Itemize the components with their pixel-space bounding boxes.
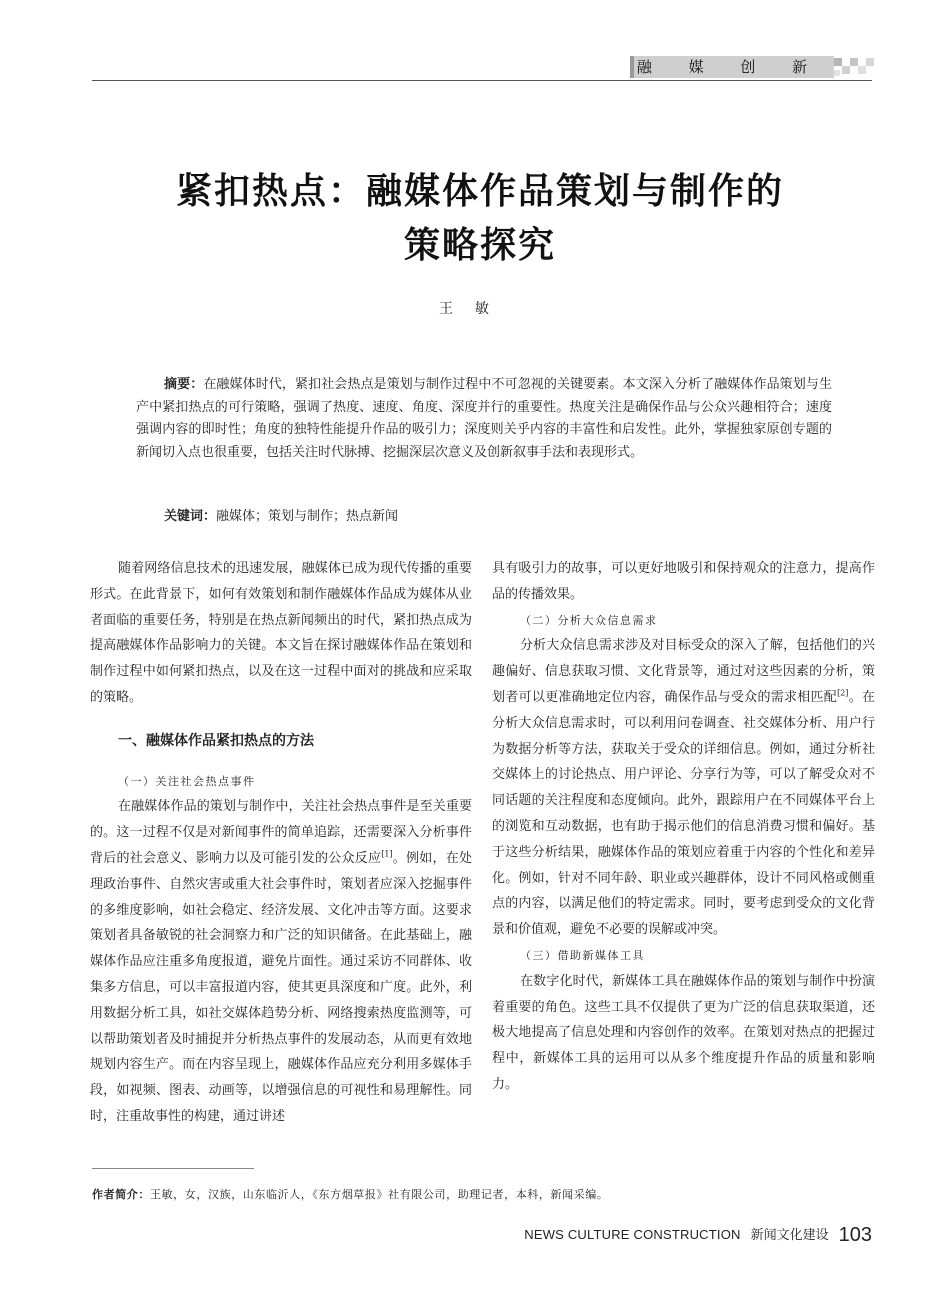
continued-paragraph: 具有吸引力的故事，可以更好地吸引和保持观众的注意力，提高作品的传播效果。 — [492, 561, 875, 602]
abstract-label: 摘要： — [164, 377, 204, 392]
paragraph-3: 在数字化时代，新媒体工具在融媒体作品的策划与制作中扮演着重要的角色。这些工具不仅提供了更为广泛的信息获取渠道，还极大地提高了信息处理和内容创作的效率。在策划对热点的把握过程中，新媒体工具的运用可以从多个维度提升作品的质量和影响力。 — [492, 973, 875, 1092]
subheading-1: （一）关注社会热点事件 — [118, 774, 256, 788]
title-line-2: 策略探究 — [403, 225, 556, 266]
keywords-text: 融媒体；策划与制作；热点新闻 — [216, 509, 399, 524]
decorative-square — [866, 58, 874, 66]
article-title — [80, 165, 880, 273]
decorative-square — [842, 66, 850, 74]
left-column — [90, 556, 472, 1130]
decorative-square — [834, 70, 840, 76]
paragraph-2-a: 分析大众信息需求涉及对目标受众的深入了解，包括他们的兴趣偏好、信息获取习惯、文化背景等，通过对这些因素的分析，策划者可以更准确地定位内容，确保作品与受众的需求相匹配 — [492, 638, 875, 705]
page-number: 103 — [838, 1224, 872, 1246]
keywords — [164, 506, 398, 528]
author-name: 王敏 — [439, 301, 511, 317]
decorative-square — [858, 66, 866, 74]
section-label: 融 媒 创 新 — [636, 58, 824, 76]
title-line-1: 紧扣热点：融媒体作品策划与制作的 — [175, 171, 784, 212]
citation-1: [1] — [381, 849, 393, 859]
author-bio-text: 王敏，女，汉族，山东临沂人，《东方烟草报》社有限公司，助理记者，本科，新闻采编。 — [150, 1188, 609, 1201]
abstract-text: 在融媒体时代，紧扣社会热点是策划与制作过程中不可忽视的关键要素。本文深入分析了融媒体作品策划与生产中紧扣热点的可行策略，强调了热度、速度、角度、深度并行的重要性。热度关注是确保作品与公众兴趣相符合；速度强调内容的即时性；角度的独特性能提升作品的吸引力；深度则关乎内容的丰富性和启发性。此外，掌握独家原创专题的新闻切入点也很重要，包括关注时代脉搏、挖掘深层次意义及创新叙事手法和表现形式。 — [136, 377, 832, 460]
decorative-square — [834, 58, 842, 66]
author-bio — [92, 1186, 609, 1202]
subheading-3: （三）借助新媒体工具 — [520, 948, 645, 962]
paragraph-2 — [492, 633, 875, 943]
intro-paragraph: 随着网络信息技术的迅速发展，融媒体已成为现代传播的重要形式。在此背景下，如何有效策划和制作融媒体作品成为媒体从业者面临的重要任务，特别是在热点新闻频出的时代，紧扣热点成为提高融媒体作品影响力的关键。本文旨在探讨融媒体作品在策划和制作过程中如何紧扣热点，以及在这一过程中面对的挑战和应采取的策略。 — [90, 561, 472, 705]
right-column — [492, 556, 875, 1098]
paragraph-1-a: 在融媒体作品的策划与制作中，关注社会热点事件是至关重要的。这一过程不仅是对新闻事件的简单追踪，还需要深入分析事件背后的社会意义、影响力以及可能引发的公众反应 — [90, 799, 472, 866]
paragraph-2-b: 。在分析大众信息需求时，可以利用问卷调查、社交媒体分析、用户行为数据分析等方法，获取关于受众的详细信息。例如，通过分析社交媒体上的讨论热点、用户评论、分享行为等，可以了解受众对不同话题的关注程度和态度倾向。此外，跟踪用户在不同媒体平台上的浏览和互动数据，也有助于揭示他们的信息消费习惯和偏好。基于这些分析结果，融媒体作品的策划应着重于内容的个性化和差异化。例如，针对不同年龄、职业或兴趣群体，设计不同风格或侧重点的内容，以满足他们的特定需求。同时，要考虑到受众的文化背景和价值观，避免不必要的误解或冲突。 — [492, 689, 875, 938]
abstract — [136, 374, 832, 464]
footnote-rule — [92, 1168, 254, 1169]
citation-2: [2] — [837, 688, 849, 698]
publication-name: NEWS CULTURE CONSTRUCTION — [524, 1227, 741, 1242]
keywords-label: 关键词： — [164, 509, 217, 524]
paragraph-1 — [90, 794, 472, 1129]
subheading-2: （二）分析大众信息需求 — [520, 613, 658, 627]
author-bio-label: 作者简介： — [92, 1188, 150, 1201]
decorative-square — [850, 58, 858, 66]
header-rule — [92, 80, 872, 81]
section-heading-1: 一、融媒体作品紧扣热点的方法 — [118, 732, 314, 749]
page-footer — [524, 1224, 872, 1247]
paragraph-1-b: 。例如，在处理政治事件、自然灾害或重大社会事件时，策划者应深入挖掘事件的多维度影响，如社会稳定、经济发展、文化冲击等方面。这要求策划者具备敏锐的社会洞察力和广泛的知识储备。在此基础上，融媒体作品应注重多角度报道，避免片面性。通过采访不同群体、收集多方信息，可以丰富报道内容，使其更具深度和广度。此外，利用数据分析工具，如社交媒体趋势分析、网络搜索热度监测等，可以帮助策划者及时捕捉并分析热点事件的发展动态，从而更有效地规划内容生产。而在内容呈现上，融媒体作品应充分利用多媒体手段，如视频、图表、动画等，以增强信息的可视性和易理解性。同时，注重故事性的构建，通过讲述 — [90, 850, 472, 1124]
publication-name-cn: 新闻文化建设 — [750, 1228, 829, 1243]
